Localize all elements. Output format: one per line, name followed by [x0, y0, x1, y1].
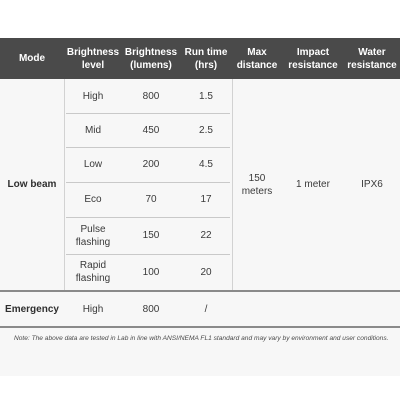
runtime-cell: / — [204, 303, 208, 315]
runtime-cell: 2.5 — [199, 124, 213, 136]
level-cell: Pulse flashing — [75, 223, 111, 248]
lumens-cell: 70 — [145, 194, 157, 205]
mode-low-beam: Low beam — [7, 179, 57, 190]
lumens-cell: 150 — [142, 230, 160, 241]
lumens-cell: 450 — [142, 124, 160, 136]
runtime-cell: 22 — [200, 230, 212, 241]
section-divider — [0, 326, 400, 328]
footnote: Note: The above data are tested in Lab in line with ANSI/NEMA FL1 standard and may vary by environment and user conditions. — [14, 335, 389, 342]
level-cell: Mid — [84, 124, 102, 136]
header-impact-resistance: Impact resistance — [288, 46, 338, 71]
table-header-row — [0, 38, 400, 79]
lumens-cell: 200 — [142, 159, 160, 170]
header-brightness-level: Brightness level — [66, 46, 120, 71]
lumens-cell: 800 — [142, 90, 160, 102]
mode-emergency: Emergency — [5, 303, 59, 315]
runtime-cell: 17 — [200, 194, 212, 205]
level-cell: High — [82, 303, 104, 315]
level-cell: Rapid flashing — [75, 260, 111, 284]
header-water-resistance: Water resistance — [347, 46, 397, 71]
level-cell: High — [82, 90, 104, 102]
max-distance-value: 150 meters — [241, 172, 273, 197]
header-mode: Mode — [18, 53, 46, 64]
header-run-time: Run time (hrs) — [184, 46, 228, 71]
runtime-cell: 1.5 — [199, 90, 213, 102]
runtime-cell: 4.5 — [199, 159, 213, 170]
level-cell: Low — [83, 159, 103, 170]
lumens-cell: 800 — [142, 303, 160, 315]
header-max-distance: Max distance — [236, 46, 278, 71]
level-cell: Eco — [84, 194, 102, 205]
water-resistance-value: IPX6 — [361, 179, 383, 190]
header-brightness-lumens: Brightness (lumens) — [124, 46, 178, 71]
impact-resistance-value: 1 meter — [296, 179, 330, 190]
lumens-cell: 100 — [142, 266, 160, 278]
runtime-cell: 20 — [200, 266, 212, 278]
